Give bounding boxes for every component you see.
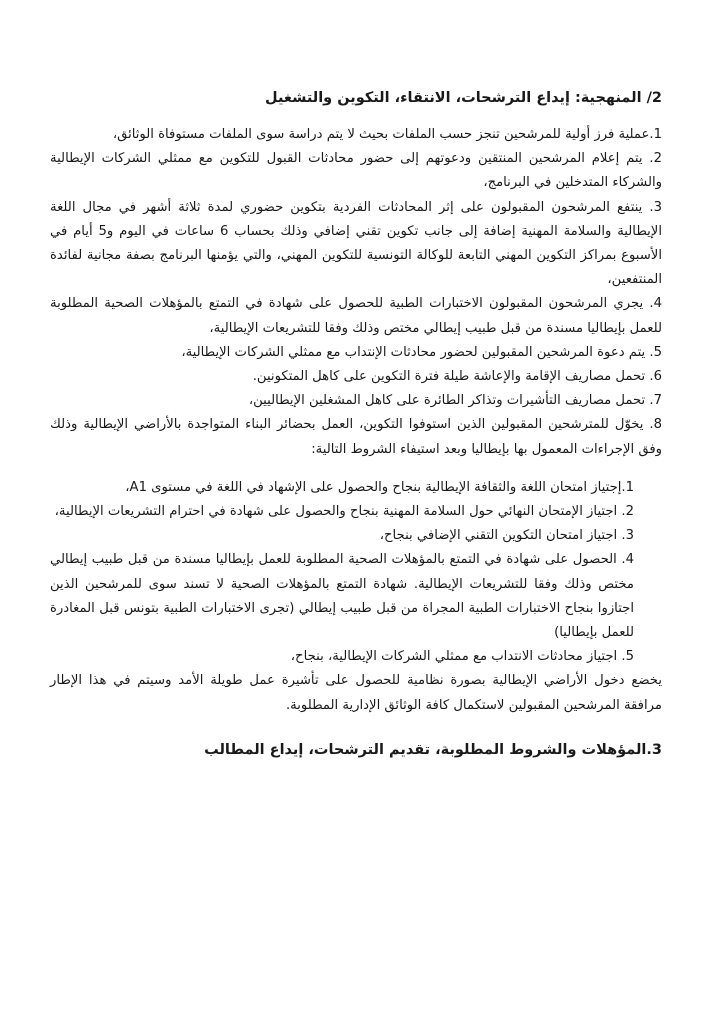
step-7: 7. تحمل مصاريف التأشيرات وتذاكر الطائرة على كاهل المشغلين الإيطاليين، [248,393,662,409]
spacer [50,462,662,476]
step-2: 2. يتم إعلام المرشحين المنتقين ودعوتهم إلى حضور محادثات القبول للتكوين مع ممثلي الشركات الإيطالية والشركاء المتدخلين في البرنامج، [50,151,662,191]
condition-2: 2. اجتياز الإمتحان النهائي حول السلامة المهنية بنجاح والحصول على شهادة في احترام التشريعات الإيطالية، [54,504,634,520]
step-6: 6. تحمل مصاريف الإقامة والإعاشة طيلة فترة التكوين على كاهل المتكونين. [252,369,662,385]
step-3: 3. ينتفع المرشحون المقبولون على إثر المحادثات الفردية بتكوين حضوري لمدة ثلاثة أشهر في مجال اللغة الإيطالية والسلامة المهنية إضافة إلى جانب تكوين تقني إضافي وذلك بحساب 6 ساعات في اليوم و5 أيام في الأسبوع بمراكز التكوين المهني التابعة للوكالة التونسية للتكوين المهني، والتي يؤمنها البرنامج بصفة مجانية لفائدة المنتفعين، [50,199,662,288]
step-8: 8. يخوّل للمترشحين المقبولين الذين استوفوا التكوين، العمل بحضائر البناء المتواجدة بالأراضي الإيطالية وذلك وفق الإجراءات المعمول بها بإيطاليا وبعد استيفاء الشروط التالية: [50,417,662,457]
step-5: 5. يتم دعوة المرشحين المقبولين لحضور محادثات الإنتداب مع ممثلي الشركات الإيطالية، [181,344,662,360]
condition-5: 5. اجتياز محادثات الانتداب مع ممثلي الشركات الإيطالية، بنجاح، [290,649,634,665]
closing-paragraph: يخضع دخول الأراضي الإيطالية بصورة نظامية للحصول على تأشيرة عمل طويلة الأمد وسيتم في هذا الإطار مرافقة المرشحين المقبولين لاستكمال كافة الوثائق الإدارية المطلوبة. [50,673,662,713]
steps-list [50,123,662,462]
condition-3: 3. اجتياز امتحان التكوين التقني الإضافي بنجاح، [379,528,634,544]
condition-1: 1.إجتياز امتحان اللغة والثقافة الإيطالية بنجاح والحصول على الإشهاد في اللغة في مستوى A1، [125,479,634,495]
next-section-heading: 3.المؤهلات والشروط المطلوبة، تقديم الترشحات، إيداع المطالب [204,741,662,758]
section-heading: 2/ المنهجية: إيداع الترشحات، الانتقاء، التكوين والتشغيل [265,90,662,106]
conditions-list [50,476,662,670]
step-4: 4. يجري المرشحون المقبولون الاختبارات الطبية للحصول على شهادة في التمتع بالمؤهلات الصحية المطلوبة للعمل بإيطاليا مسندة من قبل طبيب إيطالي مختص وذلك وفقا للتشريعات الإيطالية، [50,296,662,336]
step-1: 1.عملية فرز أولية للمرشحين تنجز حسب الملفات بحيث لا يتم دراسة سوى الملفات مستوفاة الوثائق، [112,127,662,142]
condition-4: 4. الحصول على شهادة في التمتع بالمؤهلات الصحية المطلوبة للعمل بإيطاليا مسندة من قبل طبيب إيطالي مختص وذلك وفقا للتشريعات الإيطالية. شهادة التمتع بالمؤهلات الصحية لا تسند سوى للمرشحين الذين اجتازوا بنجاح الاختبارات الطبية المجراة من قبل طبيب إيطالي (تجرى الاختبارات الطبية بتونس قبل المغادرة للعمل بإيطاليا) [50,552,634,641]
